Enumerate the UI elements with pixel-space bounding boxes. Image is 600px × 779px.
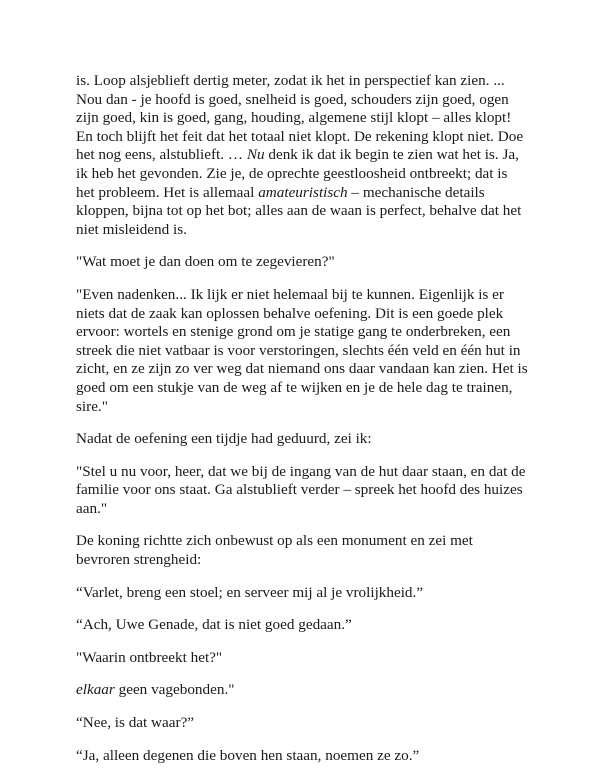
text-run: is. Loop alsjeblieft dertig meter, zodat ik het in perspectief kan zien. ... Nou dan - je hoofd is goed, snelheid is goed, schouders zijn goed, ogen zijn goed, kin is goed, gang, houding, algemene stijl klopt – alles klopt! En toch blijft het feit dat het totaal niet klopt. De rekening klopt niet. Doe het nog eens, alstublieft. …: [76, 72, 524, 164]
paragraph: [76, 430, 528, 449]
paragraph: [76, 463, 528, 519]
paragraph: [76, 681, 528, 700]
paragraph: [76, 649, 528, 668]
paragraph: [76, 616, 528, 635]
paragraph: [76, 286, 528, 416]
text-run: denk ik dat ik begin te zien wat het is. Ja, ik heb het gevonden. Zie je, de oprechte geestloosheid ontbreekt; dat is het probleem. Het is allemaal: [76, 146, 519, 201]
italic-run: amateuristisch: [258, 183, 348, 201]
italic-run: elkaar: [76, 681, 115, 699]
text-run: Nadat de oefening een tijdje had geduurd, zei ik:: [76, 430, 372, 448]
paragraph: [76, 253, 528, 272]
document-page: [76, 72, 528, 779]
italic-run: Nu: [246, 146, 265, 164]
paragraph: [76, 72, 528, 239]
paragraph: [76, 532, 528, 569]
text-run: "Wat moet je dan doen om te zegevieren?": [76, 253, 335, 271]
paragraph: [76, 714, 528, 733]
text-run: "Waarin ontbreekt het?": [76, 648, 223, 666]
text-run: “Varlet, breng een stoel; en serveer mij al je vrolijkheid.”: [76, 583, 424, 601]
text-run: “Nee, is dat waar?”: [76, 714, 195, 732]
paragraph: [76, 747, 528, 766]
text-run: – mechanische details kloppen, bijna tot op het bot; alles aan de waan is perfect, behalve dat het niet misleidend is.: [76, 183, 522, 238]
text-run: "Even nadenken... Ik lijk er niet helemaal bij te kunnen. Eigenlijk is er niets dat de zaak kan oplossen behalve oefening. Dit is een goede plek ervoor: wortels en stenige grond om je statige gang te onderbreken, een streek die niet vatbaar is voor verstoringen, slechts één veld en één hut in zicht, en ze zijn zo ver weg dat niemand ons daar vandaan kan zien. Het is goed om een stukje van de weg af te wijken en je de hele dag te trainen, sire.": [76, 285, 528, 415]
paragraph: [76, 584, 528, 603]
text-run: “Ja, alleen degenen die boven hen staan, noemen ze zo.”: [76, 746, 420, 764]
text-run: "Stel u nu voor, heer, dat we bij de ingang van de hut daar staan, en dat de familie voor ons staat. Ga alstublieft verder – spreek het hoofd des huizes aan.": [76, 462, 526, 517]
text-run: “Ach, Uwe Genade, dat is niet goed gedaan.”: [76, 616, 352, 634]
text-run: geen vagebonden.": [114, 681, 235, 699]
text-run: De koning richtte zich onbewust op als een monument en zei met bevroren strengheid:: [76, 532, 473, 569]
